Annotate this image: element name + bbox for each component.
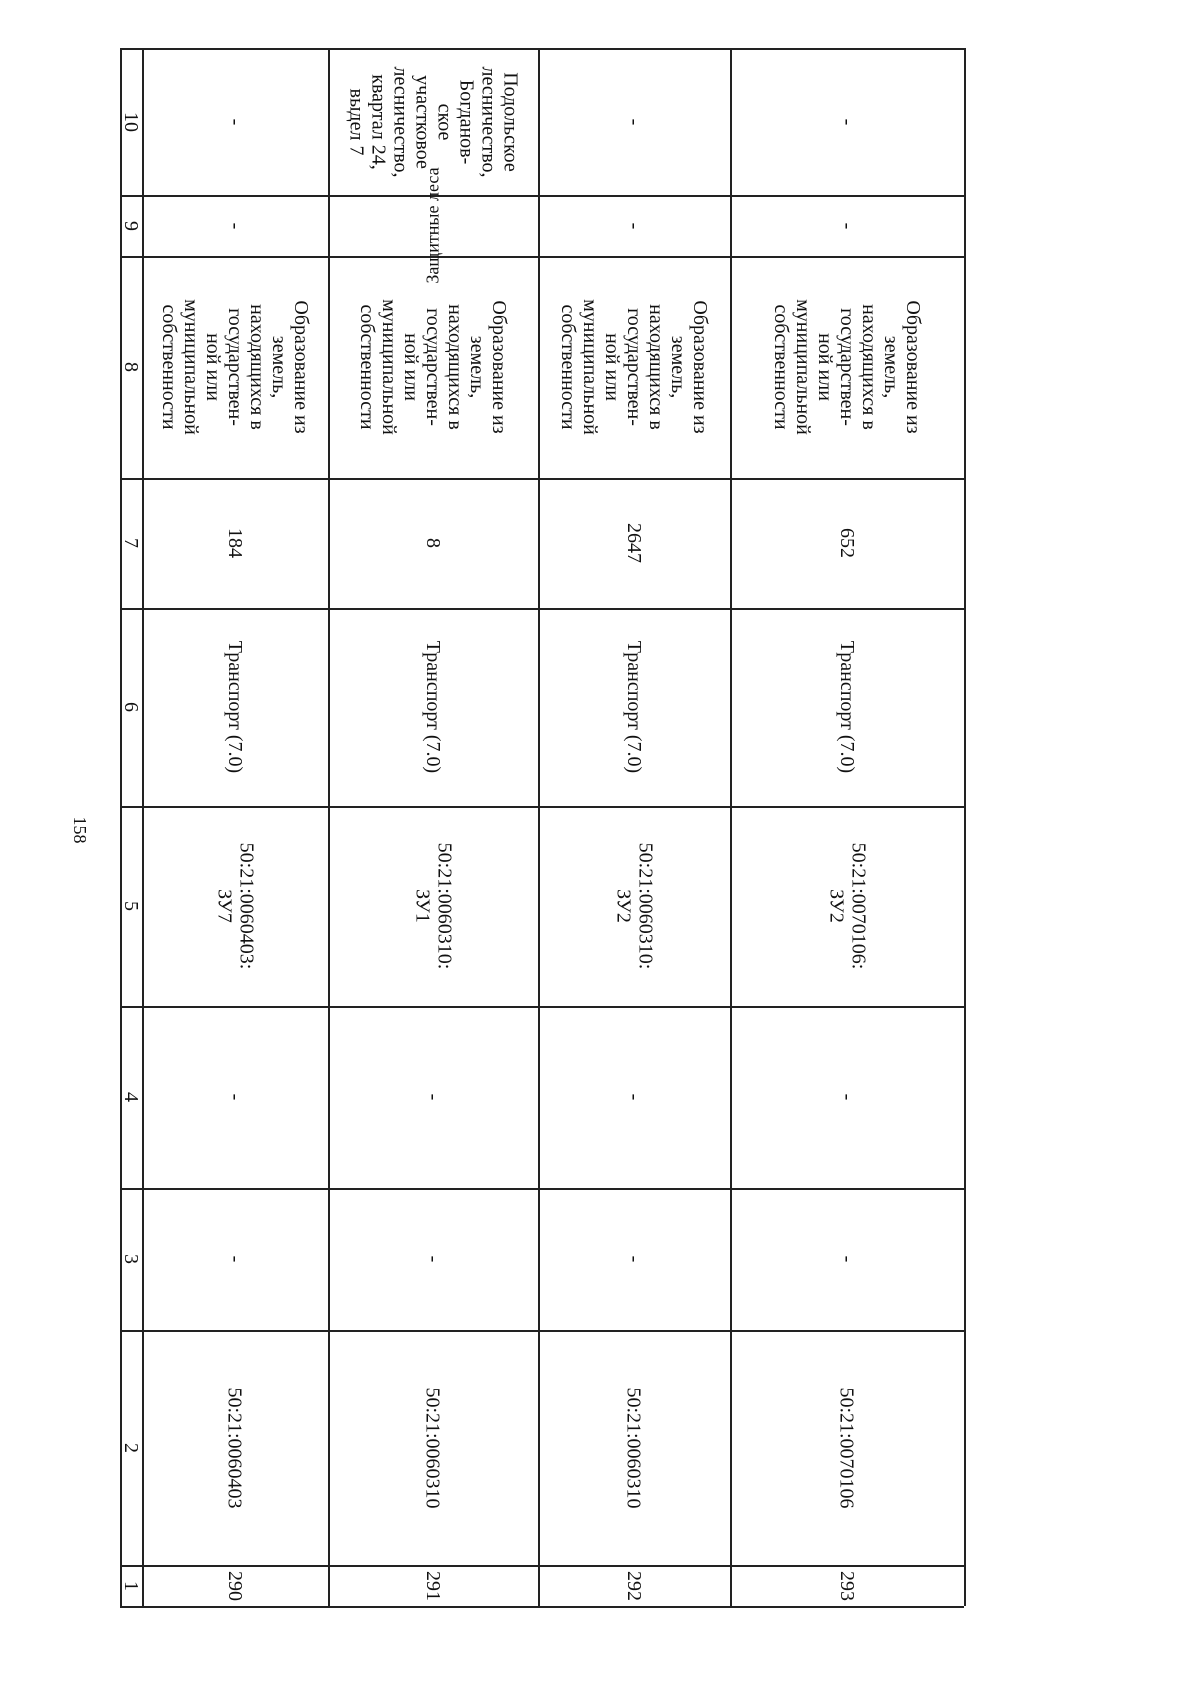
row-291-c1 [328, 1565, 538, 1606]
row-291-c8 [328, 256, 538, 478]
header-cell-1 [120, 1565, 142, 1606]
cell-text [422, 1256, 444, 1263]
cell-text [836, 1571, 858, 1601]
row-293-c5 [730, 806, 964, 1006]
cell-text [623, 1571, 645, 1601]
cell-line: ское [433, 103, 455, 140]
cell-text [356, 299, 510, 435]
cell-text [623, 641, 645, 773]
row-291-c2 [328, 1330, 538, 1565]
cell-line: Транспорт (7.0) [622, 640, 645, 774]
cell-line: 8 [422, 538, 444, 548]
cell-line: муниципальной [377, 299, 400, 435]
cell-line: - [223, 1093, 246, 1101]
cell-line: государствен- [622, 308, 645, 426]
cell-line: муниципальной [578, 299, 601, 435]
cell-text [623, 118, 645, 125]
cell-text [120, 1254, 142, 1264]
cell-text [422, 1387, 444, 1508]
land-plots-table [120, 48, 964, 1606]
cell-line: 50:21:0060403 [224, 1386, 246, 1509]
cell-text [422, 641, 444, 773]
header-cell-8 [120, 256, 142, 478]
cell-line: Транспорт (7.0) [223, 640, 246, 774]
cell-text [120, 1581, 142, 1591]
cell-text [623, 1094, 645, 1101]
row-290-c7 [142, 478, 328, 608]
cell-line: участковое [411, 74, 433, 169]
cell-text [422, 538, 444, 548]
cell-text [120, 112, 142, 132]
cell-text [612, 843, 656, 970]
cell-line: 50:21:0070106: [846, 842, 869, 970]
cell-line: ной или [201, 333, 224, 401]
cell-line: Образование из [289, 300, 312, 434]
row-291-c3 [328, 1188, 538, 1330]
cell-text [120, 702, 142, 712]
cell-line: ЗУ1 [410, 889, 433, 923]
cell-line: 652 [836, 528, 858, 558]
row-292-c1 [538, 1565, 730, 1606]
cell-text [623, 523, 645, 563]
cell-text [120, 538, 142, 548]
table-rule [120, 1606, 964, 1608]
cell-line: Богданов- [455, 79, 477, 164]
cell-line: 291 [422, 1570, 444, 1601]
cell-text [836, 222, 858, 229]
cell-line: ной или [399, 333, 422, 401]
cell-text [224, 528, 246, 558]
row-293-c4 [730, 1006, 964, 1188]
cell-text [422, 1571, 444, 1601]
row-290-c6 [142, 608, 328, 806]
page-number-text: 158 [70, 816, 91, 844]
cell-line: ЗУ2 [611, 889, 634, 923]
cell-line: государствен- [223, 308, 246, 426]
table-rule [964, 48, 966, 1606]
cell-text [120, 1443, 142, 1453]
cell-text [345, 66, 521, 177]
cell-text [623, 222, 645, 229]
cell-line: 7 [120, 538, 142, 548]
cell-line: 290 [224, 1570, 246, 1601]
header-cell-5 [120, 806, 142, 1006]
row-292-c5 [538, 806, 730, 1006]
row-291-c6 [328, 608, 538, 806]
row-290-c1 [142, 1565, 328, 1606]
cell-text [836, 1094, 858, 1101]
cell-line: - [223, 1255, 246, 1263]
row-293-c9 [730, 195, 964, 256]
cell-text-vertical: Защитные леса [422, 167, 443, 284]
row-293-c2 [730, 1330, 964, 1565]
row-291-c5 [328, 806, 538, 1006]
cell-line: - [622, 1255, 645, 1263]
cell-line: земель, [465, 335, 488, 399]
cell-text [411, 843, 455, 970]
row-290-c4 [142, 1006, 328, 1188]
cell-line: 50:21:0060310: [432, 842, 455, 970]
cell-line: 4 [120, 1092, 142, 1102]
cell-line: находящихся в [443, 304, 466, 430]
cell-line: собственности [355, 304, 378, 430]
cell-text [825, 843, 869, 970]
cell-line: 10 [120, 111, 142, 132]
cell-line: земель, [267, 335, 290, 399]
cell-line: ной или [813, 333, 836, 401]
cell-line: государствен- [421, 308, 444, 426]
cell-line: 50:21:0060310 [422, 1386, 444, 1509]
header-cell-2 [120, 1330, 142, 1565]
cell-line: - [622, 1093, 645, 1101]
cell-line: лесничество, [477, 66, 499, 177]
row-290-c3 [142, 1188, 328, 1330]
cell-line: Подольское [499, 71, 521, 172]
header-cell-9 [120, 195, 142, 256]
cell-line: 50:21:0060310: [633, 842, 656, 970]
cell-line: Образование из [487, 300, 510, 434]
row-293-c3 [730, 1188, 964, 1330]
cell-line: 50:21:0070106 [836, 1386, 858, 1509]
cell-text [213, 843, 257, 970]
cell-text [836, 1256, 858, 1263]
row-292-c4 [538, 1006, 730, 1188]
cell-text [770, 299, 924, 435]
row-290-c9 [142, 195, 328, 256]
cell-line: - [835, 1255, 858, 1263]
cell-line: 292 [623, 1570, 645, 1601]
cell-text [224, 1094, 246, 1101]
header-cell-10 [120, 48, 142, 195]
cell-text [120, 221, 142, 231]
cell-text [836, 641, 858, 773]
row-293-c8 [730, 256, 964, 478]
cell-line: ЗУ7 [212, 889, 235, 923]
cell-line: земель, [879, 335, 902, 399]
cell-text [623, 1256, 645, 1263]
cell-line: 2 [120, 1442, 142, 1453]
row-291-c7 [328, 478, 538, 608]
row-292-c7 [538, 478, 730, 608]
cell-line: Образование из [688, 300, 711, 434]
header-cell-3 [120, 1188, 142, 1330]
row-293-c7 [730, 478, 964, 608]
cell-line: выдел 7 [345, 88, 367, 155]
row-293-c1 [730, 1565, 964, 1606]
cell-text [224, 1256, 246, 1263]
cell-line: Транспорт (7.0) [421, 640, 444, 774]
cell-text [836, 118, 858, 125]
cell-text [120, 362, 142, 372]
cell-line: - [223, 222, 246, 229]
cell-text [224, 1387, 246, 1508]
cell-line: 50:21:0060310 [623, 1386, 645, 1509]
header-cell-4 [120, 1006, 142, 1188]
cell-line: собственности [556, 304, 579, 430]
cell-line: - [835, 1093, 858, 1101]
cell-line: - [622, 118, 645, 125]
cell-line: государствен- [835, 308, 858, 426]
cell-text [557, 299, 711, 435]
cell-line: - [835, 222, 858, 229]
row-290-c8 [142, 256, 328, 478]
cell-line: лесничество, [389, 66, 411, 177]
cell-line: ной или [600, 333, 623, 401]
row-291-c10 [328, 48, 538, 195]
cell-line: - [421, 1093, 444, 1101]
cell-text [224, 118, 246, 125]
row-292-c10 [538, 48, 730, 195]
cell-line: 3 [120, 1254, 142, 1264]
cell-line: 9 [120, 220, 142, 231]
row-293-c10 [730, 48, 964, 195]
cell-line: - [223, 118, 246, 125]
header-cell-7 [120, 478, 142, 608]
cell-line: собственности [157, 304, 180, 430]
cell-line: 1 [120, 1580, 142, 1591]
row-293-c6 [730, 608, 964, 806]
cell-line: квартал 24, [367, 73, 389, 170]
cell-line: муниципальной [179, 299, 202, 435]
header-cell-6 [120, 608, 142, 806]
cell-line: - [835, 118, 858, 125]
cell-text [623, 1387, 645, 1508]
cell-text [422, 1094, 444, 1101]
row-290-c5 [142, 806, 328, 1006]
cell-text [158, 299, 312, 435]
cell-text [224, 222, 246, 229]
cell-line: находящихся в [245, 304, 268, 430]
row-292-c6 [538, 608, 730, 806]
cell-line: муниципальной [791, 299, 814, 435]
cell-line: Транспорт (7.0) [835, 640, 858, 774]
row-292-c8 [538, 256, 730, 478]
cell-line: 8 [120, 362, 142, 372]
cell-text [120, 901, 142, 911]
cell-text [836, 1387, 858, 1508]
cell-line: - [622, 222, 645, 229]
cell-line: находящихся в [644, 304, 667, 430]
row-290-c2 [142, 1330, 328, 1565]
cell-line: находящихся в [857, 304, 880, 430]
cell-text [836, 528, 858, 558]
page-number [60, 810, 100, 850]
row-291-c4 [328, 1006, 538, 1188]
row-290-c10 [142, 48, 328, 195]
cell-line: ЗУ2 [824, 889, 847, 923]
row-291-c9 [328, 167, 538, 284]
cell-line: 5 [120, 901, 142, 911]
row-292-c9 [538, 195, 730, 256]
cell-line: Образование из [901, 300, 924, 434]
cell-line: 6 [120, 702, 142, 712]
cell-line: 2647 [623, 523, 645, 563]
cell-line: 293 [836, 1570, 858, 1601]
cell-line: 50:21:0060403: [234, 842, 257, 970]
row-292-c2 [538, 1330, 730, 1565]
cell-text [120, 1092, 142, 1102]
row-292-c3 [538, 1188, 730, 1330]
cell-line: собственности [769, 304, 792, 430]
cell-line: 184 [224, 528, 246, 558]
cell-line: земель, [666, 335, 689, 399]
cell-text [224, 641, 246, 773]
cell-text [224, 1571, 246, 1601]
cell-line: - [421, 1255, 444, 1263]
